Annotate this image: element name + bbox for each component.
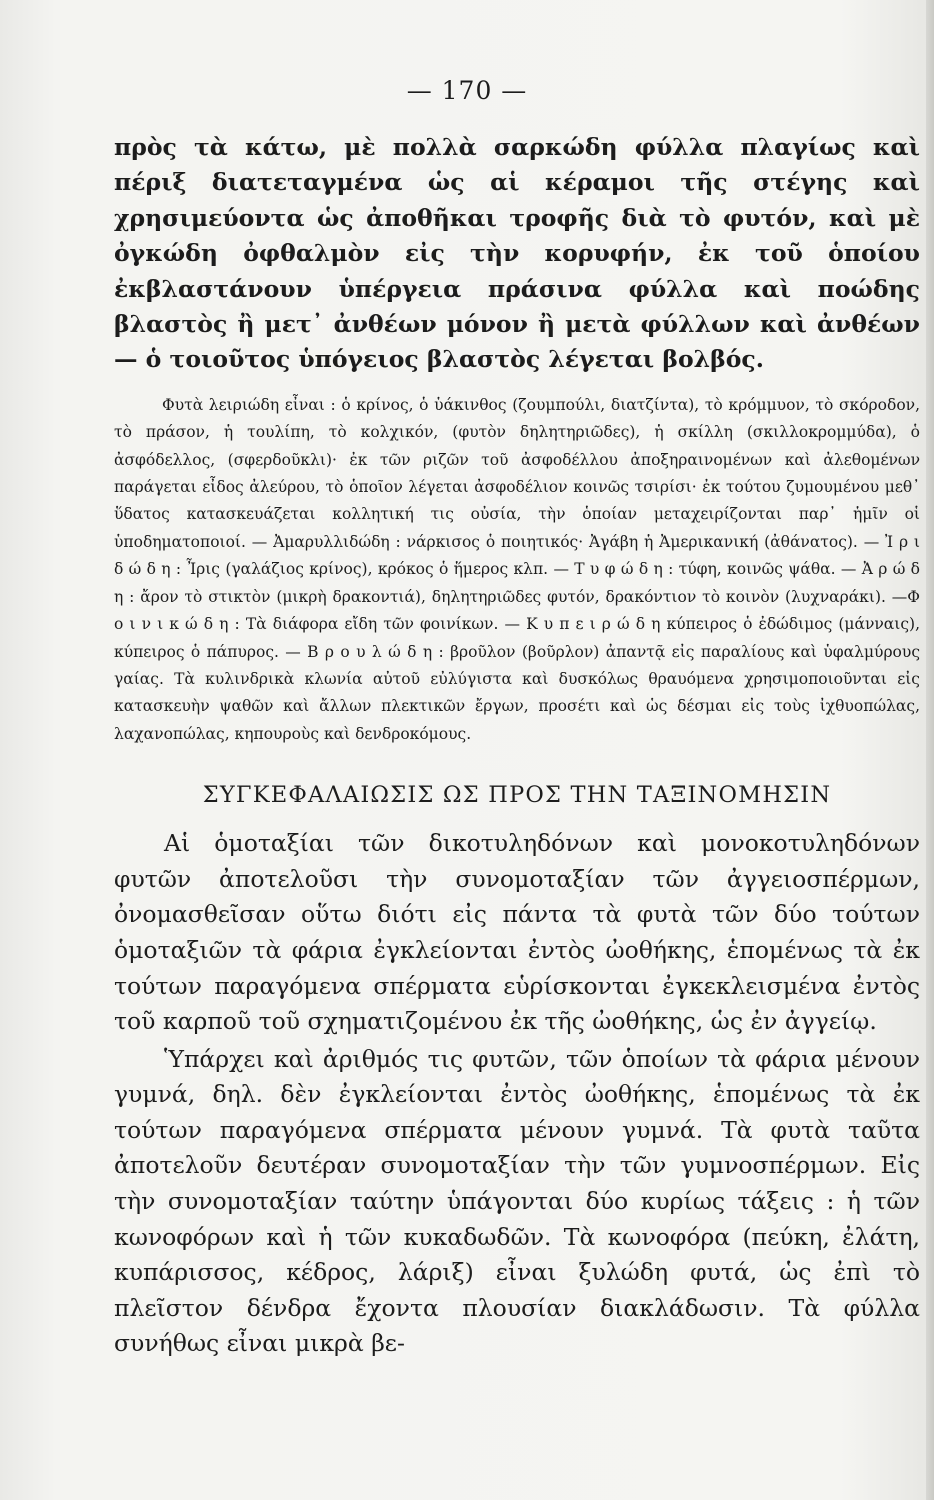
page-body xyxy=(114,130,920,1362)
body-paragraph-continuation: πρὸς τὰ κάτω, μὲ πολλὰ σαρκώδη φύλλα πλαγίως καὶ πέριξ διατεταγμένα ὡς αἱ κέραμοι τῆς στέγης καὶ χρησιμεύοντα ὡς ἀποθῆκαι τροφῆς διὰ τὸ φυτόν, καὶ μὲ ὀγκώδη ὀφθαλμὸν εἰς τὴν κορυφήν, ἐκ τοῦ ὁποίου ἐκβλαστάνουν ὑπέργεια πράσινα φύλλα καὶ ποώδης βλαστὸς ἢ μετ᾽ ἀνθέων μόνον ἢ μετὰ φύλλων καὶ ἀνθέων— ὁ τοιοῦτος ὑπόγειος βλαστὸς λέγεται βολβός. xyxy=(114,133,920,374)
body-paragraph: Αἱ ὁμοταξίαι τῶν δικοτυληδόνων καὶ μονοκοτυληδόνων φυτῶν ἀποτελοῦσι τὴν συνομοταξίαν τῶν ἀγγειοσπέρμων, ὀνομασθεῖσαν οὕτω διότι εἰς πάντα τὰ φυτὰ τῶν δύο τούτων ὁμοταξιῶν τὰ φάρια ἐγκλείονται ἐντὸς ὠοθήκης, ἑπομένως τὰ ἐκ τούτων παραγόμενα σπέρματα εὑρίσκονται ἐγκεκλεισμένα ἐντὸς τοῦ καρποῦ τοῦ σχηματιζομένου ἐκ τῆς ὠοθήκης, ὡς ἐν ἀγγείῳ. xyxy=(114,829,920,1036)
body-paragraph: Ὑπάρχει καὶ ἀριθμός τις φυτῶν, τῶν ὁποίων τὰ φάρια μένουν γυμνά, δηλ. δὲν ἐγκλείονται ἐντὸς ὠοθήκης, ἑπομένως τὰ ἐκ τούτων παραγόμενα σπέρματα μένουν γυμνά. Τὰ φυτὰ ταῦτα ἀποτελοῦν δευτέραν συνομοταξίαν τὴν τῶν γυμνοσπέρμων. Εἰς τὴν συνομοταξίαν ταύτην ὑπάγονται δύο κυρίως τάξεις : ἡ τῶν κωνοφόρων καὶ ἡ τῶν κυκαδωδῶν. Τὰ κωνοφόρα (πεύκη, ἐλάτη, κυπάρισσος, κέδρος, λάριξ) εἶναι ξυλώδη φυτά, ὡς ἐπὶ τὸ πλεῖστον δένδρα ἔχοντα πλουσίαν διακλάδωσιν. Τὰ φύλλα συνήθως εἶναι μικρὰ βε- xyxy=(114,1044,920,1358)
section-heading: ΣΥΓΚΕΦΑΛΑΙΩΣΙΣ ΩΣ ΠΡΟΣ ΤΗΝ ΤΑΞΙΝΟΜΗΣΙΝ xyxy=(202,782,832,809)
page-edge-shadow xyxy=(926,0,934,1500)
page-number: — 170 — xyxy=(406,76,528,105)
small-print-paragraph: Φυτὰ λειριώδη εἶναι : ὁ κρίνος, ὁ ὑάκινθος (ζουμπούλι, διατζίντα), τὸ κρόμμυον, τὸ σκόροδον, τὸ πράσον, ἡ τουλίπη, τὸ κολχικόν, (φυτὸν δηλητηριῶδες), ἡ σκίλλη (σκιλλοκρομμύδα), ὁ ἀσφόδελλος, (σφερδοῦκλι)· ἐκ τῶν ριζῶν τοῦ ἀσφοδέλλου ἀποξηραινομένων καὶ ἀλεθομένων παράγεται εἶδος ἀλεύρου, τὸ ὁποῖον λέγεται ἀσφοδέλιον κοινῶς τσιρίσι· ἐκ τούτου ζυμουμένου μεθ᾽ ὕδατος κατασκευάζεται κολλητική τις οὐσία, τὴν ὁποίαν μεταχειρίζονται παρ᾽ ἡμῖν οἱ ὑποδηματοποιοί. — Ἀμαρυλλιδώδη : νάρκισος ὁ ποιητικός· Ἀγάβη ἡ Ἀμερικανική (ἀθάνατος). — Ἰ ρ ι δ ώ δ η : Ἶρις (γαλάζιος κρίνος), κρόκος ὁ ἥμερος κλπ. — Τ υ φ ώ δ η : τύφη, κοινῶς ψάθα. — Ἀ ρ ώ δ η : ἄρον τὸ στικτὸν (μικρὴ δρακοντιά), δηλητηριῶδες φυτόν, δρακόντιον τὸ κοινὸν (λυχναράκι). —Φ ο ι ν ι κ ώ δ η : Τὰ διάφορα εἴδη τῶν φοινίκων. — Κ υ π ε ι ρ ώ δ η κύπειρος ὁ ἐδώδιμος (μάνναις), κύπειρος ὁ πάπυρος. — Β ρ ο υ λ ώ δ η : βροῦλον (βοῦρλον) ἀπαντᾷ εἰς παραλίους καὶ ὑφαλμύρους γαίας. Τὰ κυλινδρικὰ κλωνία αὐτοῦ εὐλύγιστα καὶ δυσκόλως θραυόμενα χρησιμοποιοῦνται εἰς κατασκευὴν ψαθῶν καὶ ἄλλων πλεκτικῶν ἔργων, προσέτι καὶ ὡς δέσμαι εἰς τοὺς ἰχθυοπώλας, λαχανοπώλας, κηπουροὺς καὶ δενδροκόμους. xyxy=(114,395,920,743)
